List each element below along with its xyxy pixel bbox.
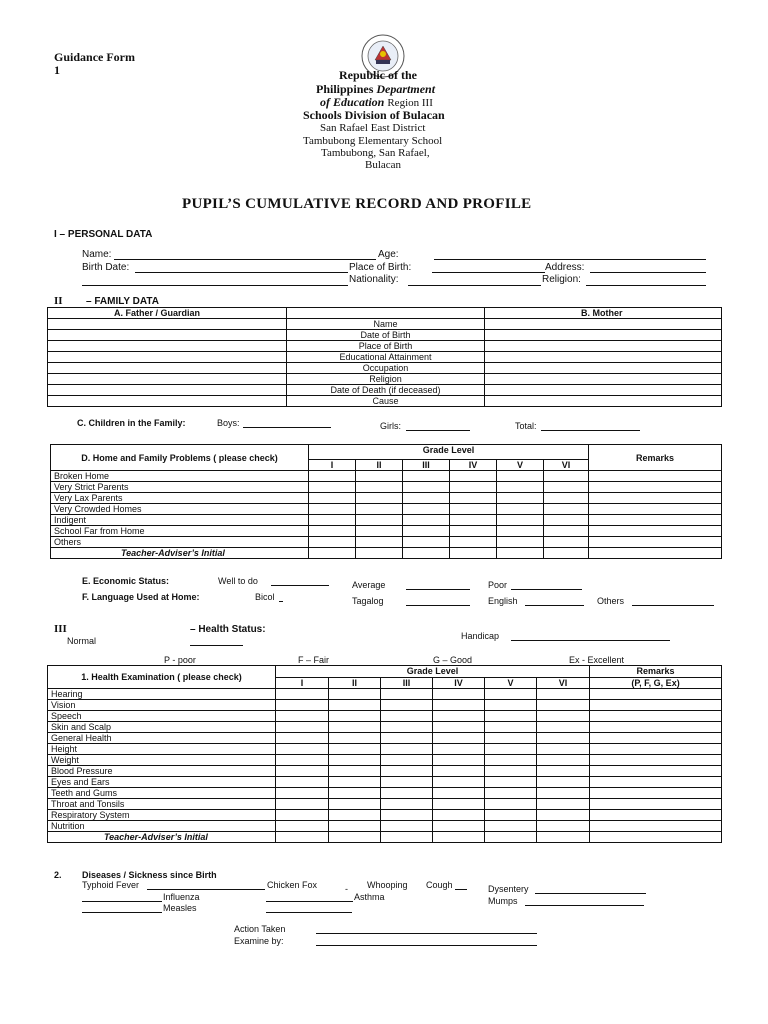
boys-label: Boys:	[217, 418, 240, 428]
department-text: Department	[376, 82, 436, 96]
dysentery-field[interactable]	[535, 893, 646, 894]
normal-label: Normal	[67, 636, 97, 646]
home-grade-level-header: Grade Level	[309, 445, 589, 460]
of-education-text: of Education	[320, 95, 385, 109]
measles-field[interactable]	[82, 912, 162, 913]
grade-header: II	[329, 677, 381, 689]
address-text-2: Bulacan	[365, 159, 402, 171]
family-row-label: Place of Birth	[287, 341, 485, 352]
others-label: Others	[597, 596, 625, 606]
family-header-row	[48, 308, 722, 319]
home-problems-header: D. Home and Family Problems ( please check)	[51, 445, 309, 471]
address-field[interactable]	[590, 272, 706, 273]
place-of-birth-label: Place of Birth:	[349, 262, 412, 273]
family-row	[48, 352, 722, 363]
grade-header: I	[309, 460, 356, 471]
diseases-number: 2.	[54, 870, 62, 880]
asthma-field[interactable]	[266, 901, 353, 902]
health-grade-level-header: Grade Level	[276, 666, 590, 678]
legend-good: G – Good	[433, 655, 473, 665]
language-label: F. Language Used at Home:	[82, 592, 200, 602]
grade-header: V	[485, 677, 537, 689]
health-row-label: Weight	[48, 755, 276, 766]
health-status-field[interactable]	[190, 645, 243, 646]
home-problem-row	[51, 515, 722, 526]
health-row-label: Vision	[48, 700, 276, 711]
asthma-label: Asthma	[354, 892, 385, 902]
page-title: PUPIL’S CUMULATIVE RECORD AND PROFILE	[182, 196, 532, 212]
dash-mark: -	[345, 884, 348, 894]
grade-header: III	[403, 460, 450, 471]
average-field[interactable]	[406, 589, 470, 590]
grade-header: V	[497, 460, 544, 471]
address-text-1: Tambubong, San Rafael,	[321, 147, 430, 159]
poor-label: Poor	[488, 580, 508, 590]
health-row	[48, 777, 722, 788]
cough-label: Cough	[426, 880, 453, 890]
tagalog-field[interactable]	[406, 605, 470, 606]
health-row-label: Blood Pressure	[48, 766, 276, 777]
examine-by-field[interactable]	[316, 945, 537, 946]
legend-poor: P - poor	[164, 655, 196, 665]
family-row	[48, 330, 722, 341]
handicap-label: Handicap	[461, 631, 500, 641]
health-row	[48, 744, 722, 755]
home-problem-row	[51, 526, 722, 537]
health-row-label: Teeth and Gums	[48, 788, 276, 799]
age-label: Age:	[378, 249, 399, 260]
family-row-label: Cause	[287, 396, 485, 407]
health-row-label: Nutrition	[48, 821, 276, 832]
religion-field[interactable]	[586, 285, 706, 286]
chicken-fox-label: Chicken Fox	[267, 880, 318, 890]
place-of-birth-field[interactable]	[432, 272, 545, 273]
grade-header: IV	[433, 677, 485, 689]
boys-field[interactable]	[243, 427, 331, 428]
family-row-label: Date of Death (if deceased)	[287, 385, 485, 396]
home-problem-label: Broken Home	[51, 471, 309, 482]
mother-header: B. Mother	[485, 308, 722, 319]
legend-fair: F – Fair	[298, 655, 330, 665]
cough-field[interactable]	[455, 889, 467, 890]
home-problem-label: School Far from Home	[51, 526, 309, 537]
health-row	[48, 788, 722, 799]
average-label: Average	[352, 580, 386, 590]
personal-heading: I – PERSONAL DATA	[54, 229, 153, 240]
father-header: A. Father / Guardian	[48, 308, 287, 319]
home-initial-row	[51, 548, 722, 559]
home-problem-row	[51, 482, 722, 493]
dysentery-label: Dysentery	[488, 884, 529, 894]
family-row	[48, 385, 722, 396]
family-row	[48, 363, 722, 374]
name-field[interactable]	[114, 259, 376, 260]
health-row	[48, 821, 722, 832]
home-problem-label: Very Lax Parents	[51, 493, 309, 504]
mumps-field[interactable]	[525, 905, 644, 906]
bicol-label: Bicol	[255, 592, 275, 602]
health-exam-table	[47, 665, 722, 843]
diseases-heading: Diseases / Sickness since Birth	[82, 870, 217, 880]
health-heading: – Health Status:	[190, 624, 266, 635]
family-row-label: Occupation	[287, 363, 485, 374]
total-label: Total:	[515, 421, 537, 431]
grade-header: VI	[544, 460, 589, 471]
republic-text: Republic of the	[339, 68, 417, 82]
action-taken-field[interactable]	[316, 933, 537, 934]
measles-label: Measles	[163, 903, 197, 913]
legend-excellent: Ex - Excellent	[569, 655, 625, 665]
family-row-label: Religion	[287, 374, 485, 385]
others-field[interactable]	[632, 605, 714, 606]
grade-header: II	[356, 460, 403, 471]
health-row	[48, 711, 722, 722]
grade-header: III	[381, 677, 433, 689]
grade-header: VI	[537, 677, 590, 689]
birth-date-field[interactable]	[135, 272, 348, 273]
health-row	[48, 722, 722, 733]
religion-label: Religion:	[542, 274, 581, 285]
examine-by-label: Examine by:	[234, 936, 284, 946]
home-remarks-header: Remarks	[589, 445, 722, 471]
division-text: Schools Division of Bulacan	[303, 108, 445, 122]
children-label: C. Children in the Family:	[77, 418, 186, 428]
grade-header: IV	[450, 460, 497, 471]
health-initial-row	[48, 832, 722, 843]
whooping-label: Whooping	[367, 880, 408, 890]
health-row-label: Speech	[48, 711, 276, 722]
home-problem-row	[51, 504, 722, 515]
nationality-label: Nationality:	[349, 274, 399, 285]
nationality-field[interactable]	[408, 285, 541, 286]
health-row-label: Skin and Scalp	[48, 722, 276, 733]
family-row-label: Educational Attainment	[287, 352, 485, 363]
health-row	[48, 755, 722, 766]
family-row-label: Name	[287, 319, 485, 330]
tagalog-label: Tagalog	[352, 596, 384, 606]
girls-label: Girls:	[380, 421, 401, 431]
family-row	[48, 319, 722, 330]
health-row	[48, 689, 722, 700]
family-heading: – FAMILY DATA	[86, 296, 159, 307]
handicap-field[interactable]	[511, 640, 670, 641]
health-row-label: Hearing	[48, 689, 276, 700]
health-row-label: General Health	[48, 733, 276, 744]
home-problem-label: Very Crowded Homes	[51, 504, 309, 515]
grade-header: I	[276, 677, 329, 689]
form-number: 1	[54, 63, 60, 77]
birth-date-label: Birth Date:	[82, 262, 130, 273]
home-problem-label: Indigent	[51, 515, 309, 526]
girls-field[interactable]	[406, 430, 470, 431]
home-initial-label: Teacher-Adviser’s Initial	[51, 548, 309, 559]
address-label: Address:	[545, 262, 585, 273]
well-to-do-field[interactable]	[271, 585, 329, 586]
health-row	[48, 810, 722, 821]
home-problem-label: Others	[51, 537, 309, 548]
name-label: Name:	[82, 249, 112, 260]
family-row	[48, 341, 722, 352]
family-row-label: Date of Birth	[287, 330, 485, 341]
health-row-label: Respiratory System	[48, 810, 276, 821]
health-row-label: Throat and Tonsils	[48, 799, 276, 810]
health-row-label: Eyes and Ears	[48, 777, 276, 788]
home-problem-row	[51, 471, 722, 482]
extra-field[interactable]	[82, 285, 348, 286]
health-row	[48, 799, 722, 810]
total-field[interactable]	[541, 430, 640, 431]
school-text: Tambubong Elementary School	[303, 135, 443, 147]
home-problem-row	[51, 537, 722, 548]
health-row	[48, 766, 722, 777]
typhoid-label: Typhoid Fever	[82, 880, 140, 890]
health-row-label: Height	[48, 744, 276, 755]
english-field[interactable]	[525, 605, 584, 606]
family-row	[48, 396, 722, 407]
action-taken-label: Action Taken	[234, 924, 286, 934]
home-problem-row	[51, 493, 722, 504]
district-text: San Rafael East District	[320, 122, 426, 134]
health-initial-label: Teacher-Adviser’s Initial	[48, 832, 276, 843]
health-heading-num: III	[54, 623, 67, 635]
english-label: English	[488, 596, 518, 606]
influenza-field[interactable]	[82, 901, 162, 902]
home-problems-table	[50, 444, 722, 559]
philippines-text: Philippines	[316, 82, 374, 96]
economic-label: E. Economic Status:	[82, 576, 170, 586]
bicol-field[interactable]	[279, 601, 283, 602]
health-row	[48, 700, 722, 711]
mumps-label: Mumps	[488, 896, 518, 906]
home-problem-label: Very Strict Parents	[51, 482, 309, 493]
poor-field[interactable]	[511, 589, 582, 590]
health-remarks-sub: (P, F, G, Ex)	[590, 677, 722, 689]
health-row	[48, 733, 722, 744]
influenza-label: Influenza	[163, 892, 200, 902]
family-heading-num: II	[54, 295, 63, 307]
well-to-do-label: Well to do	[218, 576, 258, 586]
family-table	[47, 307, 722, 407]
typhoid-field[interactable]	[147, 889, 265, 890]
age-field[interactable]	[434, 259, 706, 260]
family-row	[48, 374, 722, 385]
extra-disease-field[interactable]	[266, 912, 352, 913]
health-exam-header: 1. Health Examination ( please check)	[48, 666, 276, 689]
form-label: Guidance Form	[54, 50, 135, 64]
health-remarks-header: Remarks	[590, 666, 722, 678]
region-text: Region III	[387, 97, 433, 109]
